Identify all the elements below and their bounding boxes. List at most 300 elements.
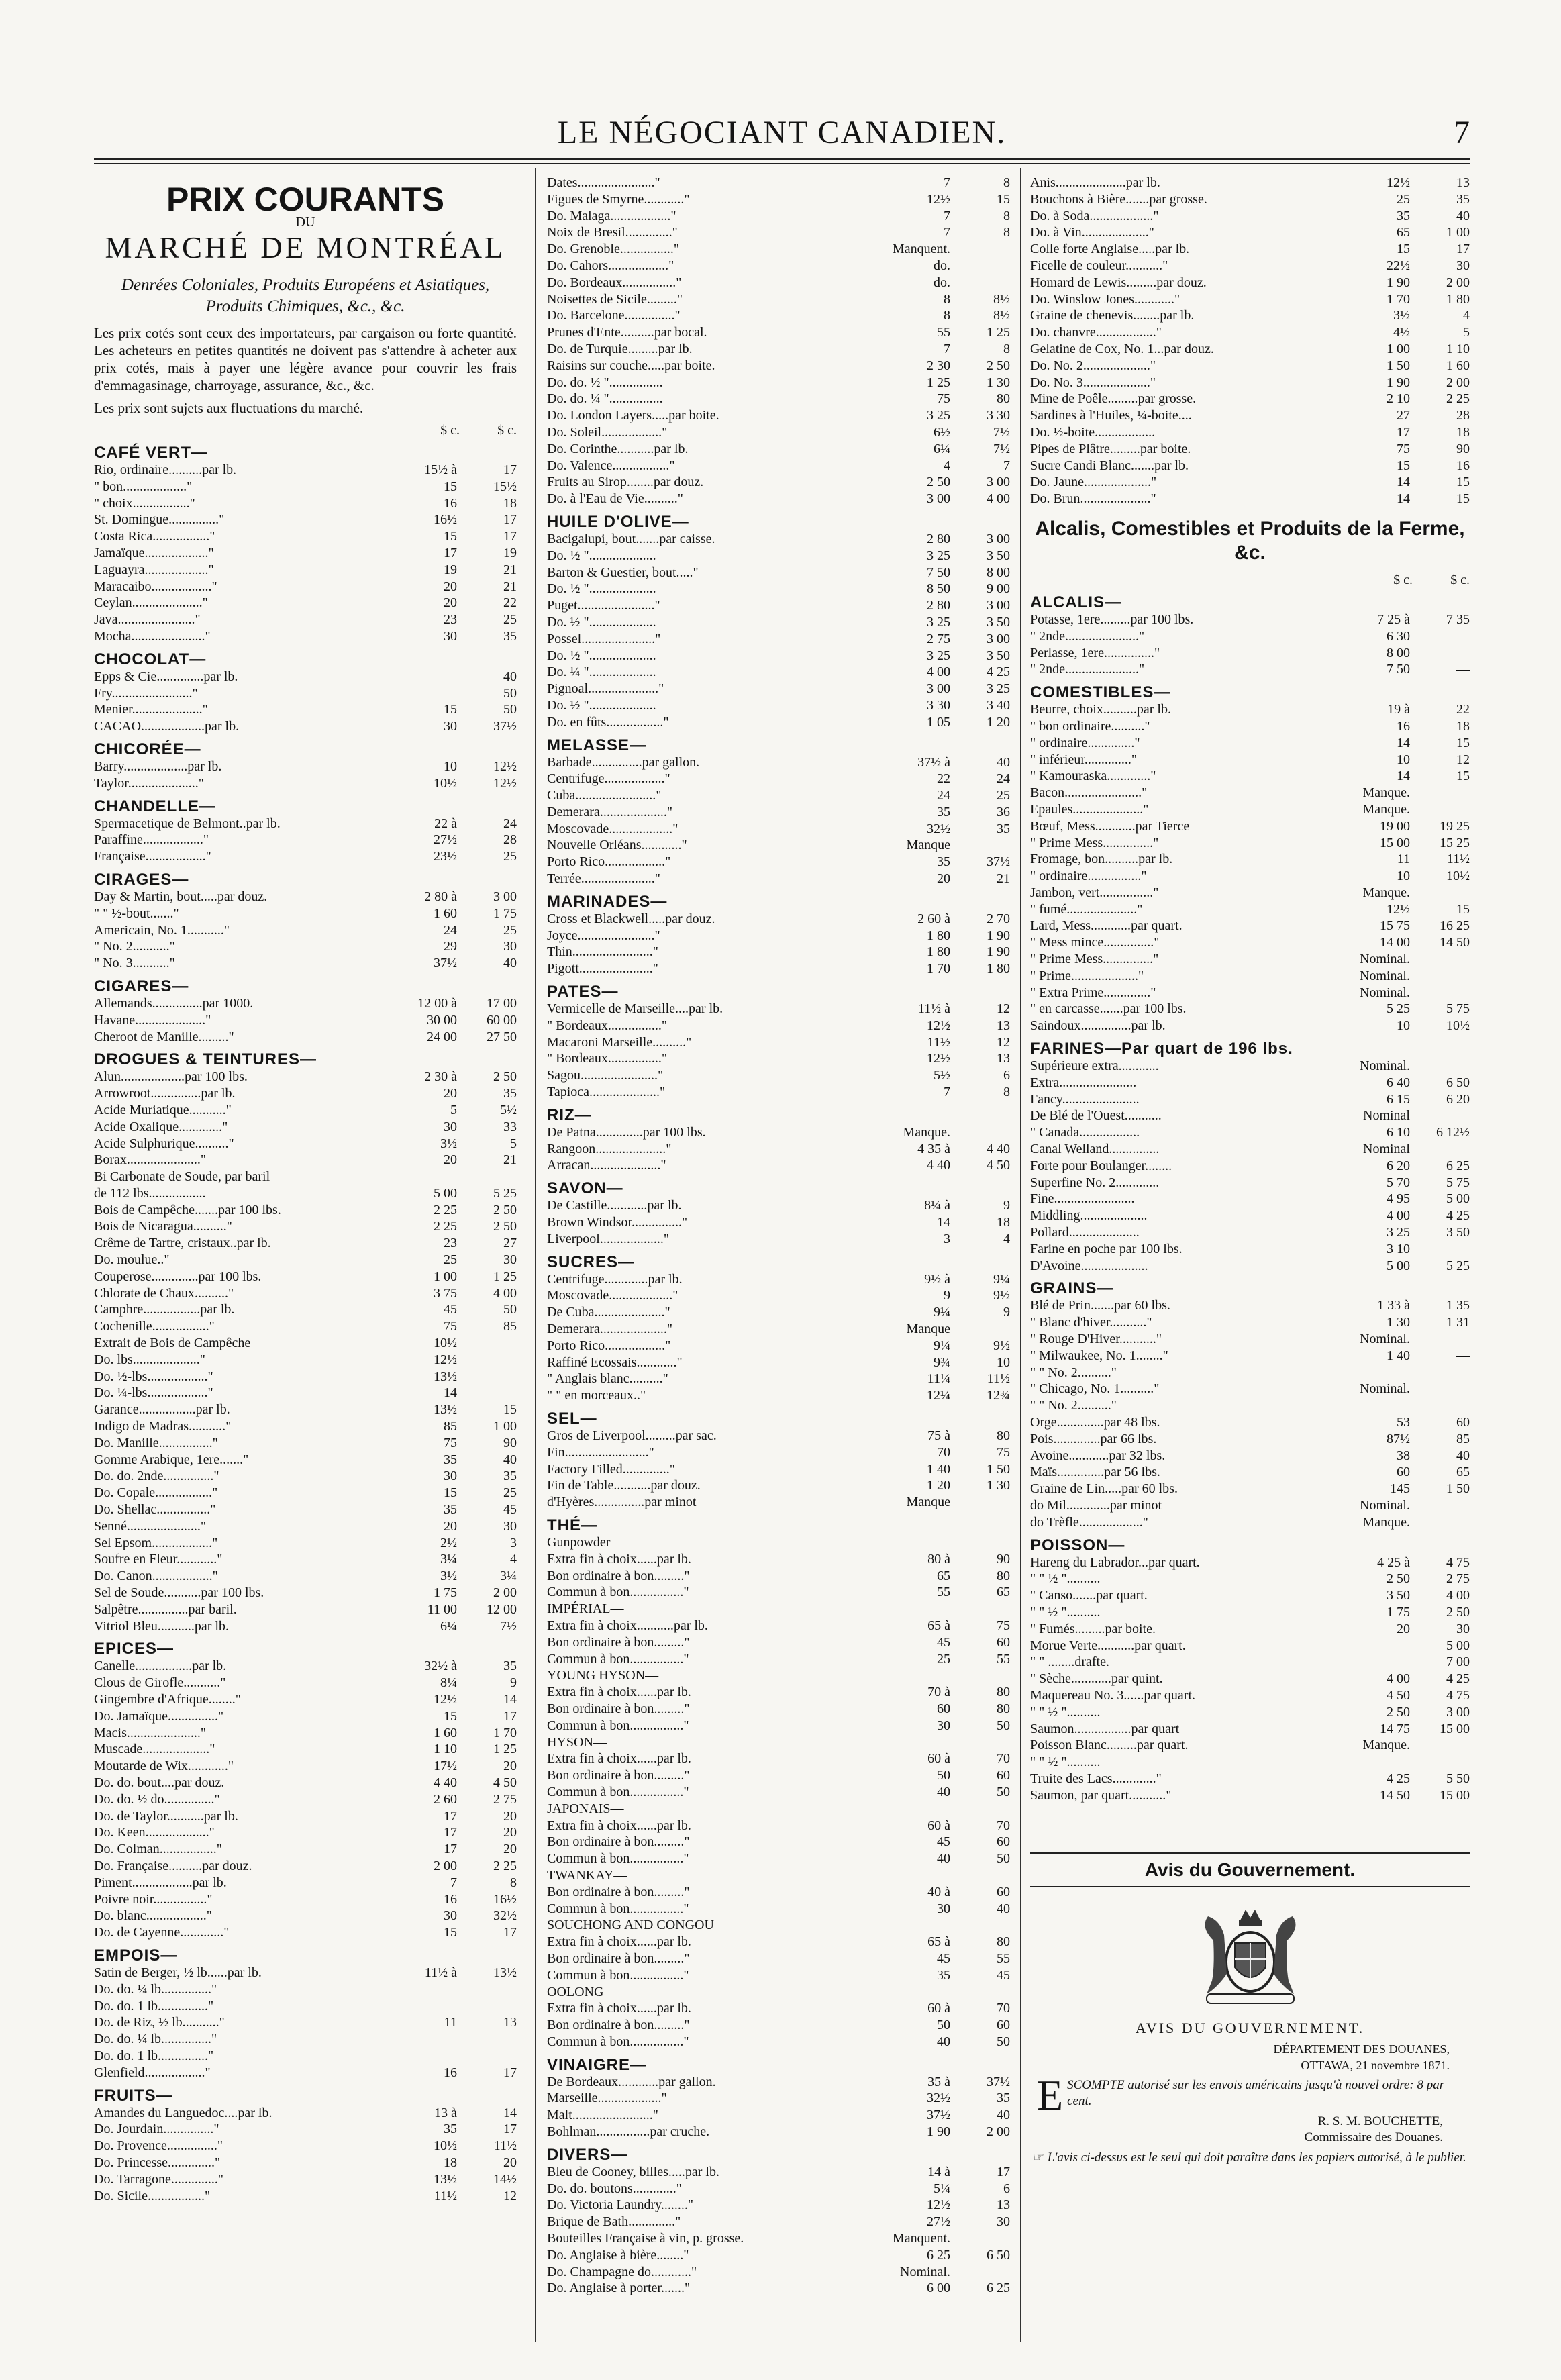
price-item: Do. ¼ ".................... xyxy=(547,664,656,680)
price-item: Gros de Liverpool.........par sac. xyxy=(547,1428,717,1443)
price-high: 1 30 xyxy=(987,1478,1010,1493)
price-row xyxy=(1030,258,1470,275)
price-item: d'Hyères...............par minot xyxy=(547,1495,697,1510)
price-row xyxy=(94,1618,517,1635)
price-row xyxy=(1030,934,1470,951)
price-high: 22 xyxy=(1456,702,1470,717)
price-row xyxy=(547,1984,1010,2001)
price-high xyxy=(1413,1754,1470,1771)
price-low: 35 xyxy=(444,1502,457,1518)
price-row xyxy=(94,1535,517,1552)
price-item: Do. Colman................." xyxy=(94,1842,222,1857)
price-low: 19 00 xyxy=(1380,818,1410,834)
price-row xyxy=(1030,835,1470,852)
price-low: 1 05 xyxy=(927,714,950,730)
price-high: 15 xyxy=(1456,735,1470,750)
price-row xyxy=(94,1301,517,1318)
price-row xyxy=(94,495,517,512)
price-high: 3 50 xyxy=(987,548,1010,563)
price-low: 2 60 xyxy=(434,1791,457,1807)
price-item: Cross et Blackwell.....par douz. xyxy=(547,911,715,926)
price-item: Fromage, bon..........par lb. xyxy=(1030,852,1173,867)
price-item: Supérieure extra............ xyxy=(1030,1058,1159,1074)
price-item: Do. Grenoble................" xyxy=(547,242,680,257)
price-low: 15 xyxy=(1397,242,1410,257)
price-low: Nominal xyxy=(1363,1108,1410,1124)
price-row xyxy=(1030,341,1470,358)
price-low: 37½ xyxy=(434,956,457,971)
price-row xyxy=(547,1067,1010,1084)
price-low: 6 15 xyxy=(1387,1091,1410,1107)
price-low: 27½ xyxy=(434,832,457,848)
price-high xyxy=(953,1321,1010,1338)
price-row xyxy=(547,821,1010,838)
price-high: 90 xyxy=(1456,441,1470,456)
price-row xyxy=(1030,1464,1470,1481)
price-item: Commun à bon................" xyxy=(547,1718,689,1733)
price-item: " Rouge D'Hiver..........." xyxy=(1030,1332,1162,1347)
price-low: 3 25 xyxy=(927,648,950,663)
price-row xyxy=(94,1335,517,1352)
price-high xyxy=(953,1734,1010,1751)
price-low: 65 à xyxy=(927,1618,950,1633)
price-low xyxy=(1329,1365,1413,1381)
price-high: 25 xyxy=(503,922,517,938)
price-item: " " ½ ".......... xyxy=(1030,1604,1101,1620)
price-item: Do. ½-boite.................. xyxy=(1030,424,1156,440)
price-row xyxy=(1030,358,1470,375)
price-item: Rio, ordinaire..........par lb. xyxy=(94,462,237,477)
price-high: 2 75 xyxy=(493,1791,517,1807)
price-low: 60 à xyxy=(927,1751,950,1767)
price-row xyxy=(94,2188,517,2205)
price-low: 14 xyxy=(1397,491,1410,507)
price-high: 5 50 xyxy=(1446,1771,1470,1786)
price-high: 60 xyxy=(1456,1415,1470,1430)
notice-department: DÉPARTEMENT DES DOUANES, xyxy=(1273,2042,1450,2056)
price-low: 12½ xyxy=(927,1051,950,1067)
price-row xyxy=(547,1934,1010,1950)
price-high: 6 50 xyxy=(987,2247,1010,2263)
price-row xyxy=(1030,391,1470,407)
price-low: 29 xyxy=(444,939,457,954)
price-row xyxy=(547,1084,1010,1101)
intro-note: Les prix sont sujets aux fluctuations du marché. xyxy=(94,400,364,416)
price-row xyxy=(547,258,1010,275)
price-high: 17 xyxy=(503,462,517,477)
price-low: 45 xyxy=(937,1834,950,1850)
price-row xyxy=(94,1924,517,1941)
price-low: 8 00 xyxy=(1387,645,1410,660)
price-row xyxy=(547,614,1010,631)
price-item: Tapioca....................." xyxy=(547,1085,666,1100)
price-row xyxy=(1030,735,1470,752)
price-high: 15 25 xyxy=(1440,835,1470,850)
price-item: Do. Valence................." xyxy=(547,458,675,473)
section-heading: CAFÉ VERT— xyxy=(94,444,209,462)
price-item: Do. Bordeaux................" xyxy=(547,275,682,290)
price-item: do Trèfle..................." xyxy=(1030,1514,1148,1530)
price-row xyxy=(94,1069,517,1085)
price-row xyxy=(1030,491,1470,507)
section-heading: ALCALIS— xyxy=(1030,593,1121,611)
price-low: 11½ xyxy=(927,1034,950,1050)
price-row xyxy=(547,307,1010,324)
price-low: 7 25 à xyxy=(1377,611,1410,627)
price-item: Commun à bon................" xyxy=(547,2034,689,2049)
price-item: Superfine No. 2............. xyxy=(1030,1175,1160,1190)
price-low: 70 à xyxy=(927,1685,950,1700)
price-row xyxy=(1030,901,1470,918)
price-row xyxy=(547,1734,1010,1751)
price-low: 1 00 xyxy=(434,1269,457,1284)
price-high: 20 xyxy=(503,1825,517,1840)
price-item: Menier....................." xyxy=(94,702,208,717)
price-row xyxy=(1030,275,1470,291)
price-low: 15 xyxy=(444,1925,457,1940)
royal-coat-of-arms-icon xyxy=(1173,1900,1327,2014)
section-heading: GRAINS— xyxy=(1030,1279,1114,1298)
price-item: Noix de Bresil.............." xyxy=(547,225,678,240)
price-row xyxy=(547,1634,1010,1651)
column-divider xyxy=(535,168,536,2342)
price-high: 40 xyxy=(1456,1448,1470,1463)
price-row xyxy=(1030,1721,1470,1738)
section-heading: EMPOIS— xyxy=(94,1946,178,1965)
price-low: 53 xyxy=(1397,1415,1410,1430)
price-high: 18 xyxy=(503,495,517,511)
price-row xyxy=(1030,1365,1470,1381)
price-low: 22 à xyxy=(434,815,457,831)
price-low: 1 75 xyxy=(434,1585,457,1601)
price-low: Nominal. xyxy=(1360,1332,1410,1347)
price-row xyxy=(1030,1554,1470,1571)
price-low xyxy=(376,1981,460,1998)
price-item: Do. Jaune...................." xyxy=(1030,475,1157,490)
price-item: Do. Victoria Laundry........" xyxy=(547,2197,694,2213)
price-low: 4 95 xyxy=(1387,1191,1410,1207)
price-item: Porto Rico.................." xyxy=(547,1338,671,1353)
price-item: Do. Brun....................." xyxy=(1030,491,1156,507)
price-row xyxy=(94,1485,517,1501)
price-row xyxy=(94,1269,517,1285)
price-row xyxy=(547,697,1010,714)
price-row xyxy=(94,1202,517,1219)
price-high: 35 xyxy=(997,821,1010,836)
price-high: 22 xyxy=(503,595,517,611)
price-item: Alun...................par 100 lbs. xyxy=(94,1069,248,1085)
price-row xyxy=(547,1551,1010,1568)
pointing-hand-icon: ☞ xyxy=(1033,2150,1045,2165)
price-low: 12½ xyxy=(1387,901,1410,917)
price-low: 4 00 xyxy=(1387,1671,1410,1687)
section-heading: SAVON— xyxy=(547,1179,623,1198)
price-row xyxy=(547,1197,1010,1214)
price-low: 25 xyxy=(444,1252,457,1268)
price-high: 2 00 xyxy=(1446,375,1470,390)
price-item: Bon ordinaire à bon........." xyxy=(547,1834,690,1850)
price-row xyxy=(1030,1621,1470,1638)
section-heading: MARINADES— xyxy=(547,892,668,911)
price-low: 11½ à xyxy=(424,1965,457,1980)
price-row xyxy=(1030,818,1470,835)
price-low: 1 33 à xyxy=(1377,1298,1410,1313)
price-item: Bouchons à Bière.......par grosse. xyxy=(1030,191,1207,207)
price-item: Française.................." xyxy=(94,849,211,864)
page-number: 7 xyxy=(1454,115,1470,150)
price-row xyxy=(94,685,517,702)
price-item: Dates......................." xyxy=(547,175,660,190)
price-item: Fin........................." xyxy=(547,1444,654,1460)
price-high: 4 75 xyxy=(1446,1687,1470,1703)
price-high: 5 00 xyxy=(1446,1638,1470,1653)
price-item: " Bordeaux................" xyxy=(547,1051,668,1067)
price-row xyxy=(94,718,517,735)
section-heading: DIVERS— xyxy=(547,2145,628,2164)
price-high xyxy=(1413,1058,1470,1075)
price-row xyxy=(1030,885,1470,901)
price-high: 70 xyxy=(997,1818,1010,1833)
price-high: 10 xyxy=(997,1354,1010,1370)
price-high: 16 25 xyxy=(1440,918,1470,934)
price-row xyxy=(94,1875,517,1891)
price-item: Chlorate de Chaux.........." xyxy=(94,1285,234,1301)
price-high: 1 35 xyxy=(1446,1298,1470,1313)
price-low: 65 xyxy=(937,1568,950,1583)
price-item: Factory Filled.............." xyxy=(547,1461,675,1477)
price-item: Do. Shellac................" xyxy=(94,1502,216,1518)
price-high: 8 xyxy=(1003,208,1010,224)
price-row xyxy=(94,579,517,595)
price-row xyxy=(547,804,1010,821)
price-row xyxy=(547,2074,1010,2091)
price-item: Extra fin à choix...........par lb. xyxy=(547,1618,708,1633)
price-item: Fry........................" xyxy=(94,685,198,701)
prices-title: PRIX COURANTS xyxy=(166,181,444,218)
price-low: 15½ à xyxy=(424,462,457,477)
price-high xyxy=(1413,885,1470,901)
price-row xyxy=(547,2280,1010,2297)
price-low: 30 xyxy=(937,1718,950,1733)
price-item: " Chicago, No. 1.........." xyxy=(1030,1381,1160,1397)
price-low: 24 xyxy=(444,922,457,938)
price-high: 14 xyxy=(503,1692,517,1707)
price-low: 6½ xyxy=(934,424,950,440)
price-row xyxy=(94,545,517,562)
price-high: 3 30 xyxy=(987,408,1010,424)
price-low: 12½ xyxy=(1387,175,1410,190)
price-item: Middling.................... xyxy=(1030,1208,1148,1224)
price-high: 80 xyxy=(997,391,1010,407)
price-item: Pipes de Plâtre.........par boite. xyxy=(1030,441,1191,456)
price-item: Do. lbs...................." xyxy=(94,1352,205,1367)
price-item: Terrée......................" xyxy=(547,871,660,887)
price-item: Taylor....................." xyxy=(94,775,204,791)
price-high: 6 xyxy=(1003,2181,1010,2196)
price-high: 15 xyxy=(1456,901,1470,917)
price-item: Pignoal....................." xyxy=(547,681,664,697)
price-row xyxy=(94,611,517,628)
price-high xyxy=(953,1984,1010,2001)
price-low: 3 25 xyxy=(1387,1225,1410,1240)
price-low: 1 10 xyxy=(434,1742,457,1757)
price-high: 36 xyxy=(997,804,1010,820)
price-item: Forte pour Boulanger........ xyxy=(1030,1158,1172,1173)
price-high: 3 40 xyxy=(987,697,1010,713)
price-row xyxy=(1030,1638,1470,1654)
price-low: 17½ xyxy=(434,1758,457,1774)
price-high: 8½ xyxy=(993,308,1010,324)
price-row xyxy=(547,2107,1010,2124)
prices-description: Denrées Coloniales, Produits Européens et Asiatiques, Produits Chimiques, &c., &c. xyxy=(121,276,490,315)
price-item: Commun à bon................" xyxy=(547,1651,689,1667)
price-high: 8 xyxy=(1003,225,1010,240)
price-item: Sagou......................." xyxy=(547,1068,664,1083)
price-low: 1 40 xyxy=(927,1461,950,1477)
price-low: 4 00 xyxy=(927,664,950,680)
price-high: 19 25 xyxy=(1440,818,1470,834)
price-high: 9 xyxy=(510,1675,517,1691)
price-high xyxy=(1413,785,1470,801)
price-item: Do. blanc.................." xyxy=(94,1908,212,1924)
price-low xyxy=(376,1998,460,2015)
section-heading: MELASSE— xyxy=(547,736,647,754)
price-high xyxy=(953,1494,1010,1511)
price-high xyxy=(953,2264,1010,2281)
price-low: 20 xyxy=(1397,1621,1410,1636)
price-item: Moscovade..................." xyxy=(547,1288,678,1303)
price-high: 25 xyxy=(503,612,517,628)
price-row xyxy=(547,1818,1010,1834)
price-row xyxy=(547,175,1010,191)
price-high: 3 00 xyxy=(493,889,517,904)
price-high: 55 xyxy=(997,1950,1010,1966)
price-item: Crême de Tartre, cristaux..par lb. xyxy=(94,1236,271,1251)
price-high xyxy=(460,1335,517,1352)
price-row xyxy=(94,2105,517,2122)
price-high: 1 30 xyxy=(987,375,1010,390)
price-high xyxy=(1413,1381,1470,1397)
price-row xyxy=(94,2138,517,2154)
price-low: 8¼ à xyxy=(924,1198,950,1213)
price-high: 8 xyxy=(1003,1085,1010,1100)
price-low xyxy=(870,1984,953,2001)
price-row xyxy=(1030,458,1470,475)
price-item: Bon ordinaire à bon........." xyxy=(547,1568,690,1583)
price-row xyxy=(1030,1107,1470,1124)
price-low: 17 xyxy=(444,1808,457,1824)
price-high xyxy=(1413,985,1470,1001)
price-low: 3 xyxy=(944,1231,950,1246)
price-item: Senné......................" xyxy=(94,1518,207,1534)
price-high xyxy=(1413,1737,1470,1754)
section-heading: CHOCOLAT— xyxy=(94,650,207,668)
price-row xyxy=(547,241,1010,258)
price-item: Do. Canon.................." xyxy=(94,1569,218,1584)
price-low: 5 25 xyxy=(1387,1001,1410,1017)
price-row xyxy=(1030,1075,1470,1091)
price-row xyxy=(547,1834,1010,1850)
price-item: Anis.....................par lb. xyxy=(1030,175,1160,190)
price-low: Manque. xyxy=(1362,1514,1410,1530)
price-row xyxy=(547,1534,1010,1551)
price-item: Havane....................." xyxy=(94,1012,211,1028)
price-high xyxy=(460,1385,517,1401)
price-low: 3 00 xyxy=(927,491,950,507)
price-high: 80 xyxy=(997,1685,1010,1700)
price-high: 13½ xyxy=(493,1965,517,1980)
price-item: Do. de Cayenne............." xyxy=(94,1925,230,1940)
price-row xyxy=(94,1658,517,1675)
header-rule-thin xyxy=(94,163,1470,164)
price-item: " Milwaukee, No. 1........" xyxy=(1030,1348,1168,1363)
price-low: Manque. xyxy=(1362,885,1410,900)
price-high: 15 xyxy=(503,1402,517,1418)
price-item: de 112 lbs................. xyxy=(94,1185,206,1201)
price-row xyxy=(1030,424,1470,441)
price-high: 1 80 xyxy=(987,961,1010,977)
price-row xyxy=(1030,951,1470,968)
price-row xyxy=(1030,611,1470,628)
price-low: 4 50 xyxy=(1387,1687,1410,1703)
price-item: Satin de Berger, ½ lb......par lb. xyxy=(94,1965,262,1980)
price-row xyxy=(547,1801,1010,1818)
price-row xyxy=(94,1585,517,1601)
price-high: 8 xyxy=(1003,175,1010,190)
price-low: 45 xyxy=(937,1634,950,1650)
price-low xyxy=(1329,1638,1413,1654)
price-low: Manque. xyxy=(1362,785,1410,801)
price-low: Nominal. xyxy=(1360,1497,1410,1513)
price-item: " " ½ ".......... xyxy=(1030,1571,1101,1587)
price-item: Costa Rica................." xyxy=(94,529,215,544)
price-low: 12 00 à xyxy=(417,995,457,1011)
price-low: 1 00 xyxy=(1387,341,1410,356)
price-item: Morue Verte...........par quart. xyxy=(1030,1638,1186,1653)
price-item: Do. Tarragone.............." xyxy=(94,2171,224,2187)
price-item: De Bordeaux............par gallon. xyxy=(547,2074,716,2089)
price-high: 24 xyxy=(997,771,1010,787)
section-heading: THÉ— xyxy=(547,1516,598,1534)
price-row xyxy=(94,1551,517,1568)
price-item: Saumon.................par quart xyxy=(1030,1721,1180,1736)
price-high: 50 xyxy=(997,1784,1010,1799)
price-high: 7½ xyxy=(500,1618,517,1634)
price-low: 4 40 xyxy=(927,1158,950,1173)
price-high: 1 70 xyxy=(493,1725,517,1740)
price-item: " ordinaire................" xyxy=(1030,869,1147,884)
price-low: 10 xyxy=(444,758,457,774)
price-item: Marseille..................." xyxy=(547,2091,667,2106)
price-low: 23 xyxy=(444,1236,457,1251)
price-row xyxy=(94,1518,517,1535)
price-low: 12½ xyxy=(927,191,950,207)
price-high: 35 xyxy=(503,628,517,644)
price-item: Canelle.................par lb. xyxy=(94,1658,227,1674)
price-high: 4 25 xyxy=(1446,1208,1470,1224)
price-item: Potasse, 1ere.........par 100 lbs. xyxy=(1030,611,1194,627)
price-low: 50 xyxy=(937,2018,950,2033)
price-item: Laguayra..................." xyxy=(94,562,214,577)
price-high xyxy=(460,1169,517,1185)
price-high: 8 xyxy=(1003,341,1010,356)
price-sections xyxy=(94,444,517,2204)
price-row xyxy=(547,787,1010,804)
price-item: Do. Sicile................." xyxy=(94,2188,211,2203)
price-high: 8½ xyxy=(993,291,1010,307)
price-high: 40 xyxy=(1456,208,1470,224)
price-row xyxy=(94,1235,517,1252)
